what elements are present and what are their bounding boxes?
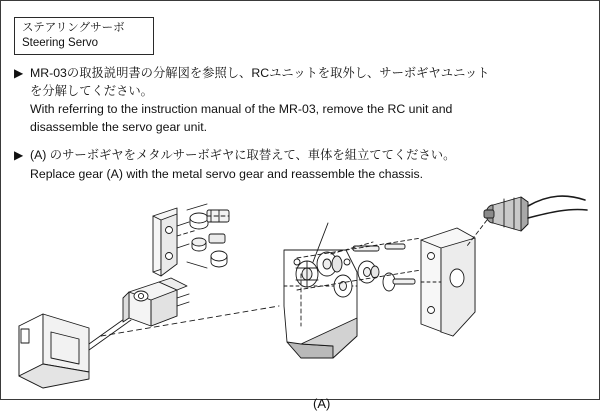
motor-wires: [528, 196, 587, 218]
section-title-box: [14, 17, 154, 55]
section-title-english: Steering Servo: [22, 37, 99, 49]
gearbox-cover-plate: [421, 228, 475, 336]
section-title-japanese: ステアリングサーボ: [22, 22, 125, 34]
step-1-english-line-1: With referring to the instruction manual of the MR-03, remove the RC unit and: [30, 102, 453, 116]
step-2-english-line-1: Replace gear (A) with the metal servo gear and reassemble the chassis.: [30, 166, 424, 181]
gear-idler-2: [334, 275, 352, 297]
exploded-assembly-diagram: [1, 186, 601, 411]
callout-label-a: (A): [313, 396, 331, 411]
diagram-svg: [1, 186, 601, 399]
step-bullet-icon: ▶: [14, 66, 24, 80]
instruction-step-1: [14, 65, 589, 136]
step-bullet-icon: ▶: [14, 148, 24, 162]
steering-servo-body: [123, 278, 189, 326]
step-1-japanese-line-1: MR-03の取扱説明書の分解図を参照し、RCユニットを取外し、サーボギヤユニット: [30, 66, 490, 80]
servo-horn-parts: [187, 204, 229, 268]
instruction-step-2: [14, 147, 589, 183]
step-1-japanese-line-2: を分解してください。: [30, 83, 153, 98]
servo-mount-bracket: [153, 208, 189, 276]
gear-a-part: [296, 261, 318, 287]
motor-part: [484, 197, 528, 231]
step-1-english-line-2: disassemble the servo gear unit.: [30, 119, 208, 134]
step-2-japanese-line-1: (A) のサーボギヤをメタルサーボギヤに取替えて、車体を組立ててください。: [30, 148, 456, 162]
battery-holder-part: [19, 314, 89, 388]
assembly-guide-line-motor: [467, 220, 487, 246]
instruction-list: [14, 65, 589, 194]
